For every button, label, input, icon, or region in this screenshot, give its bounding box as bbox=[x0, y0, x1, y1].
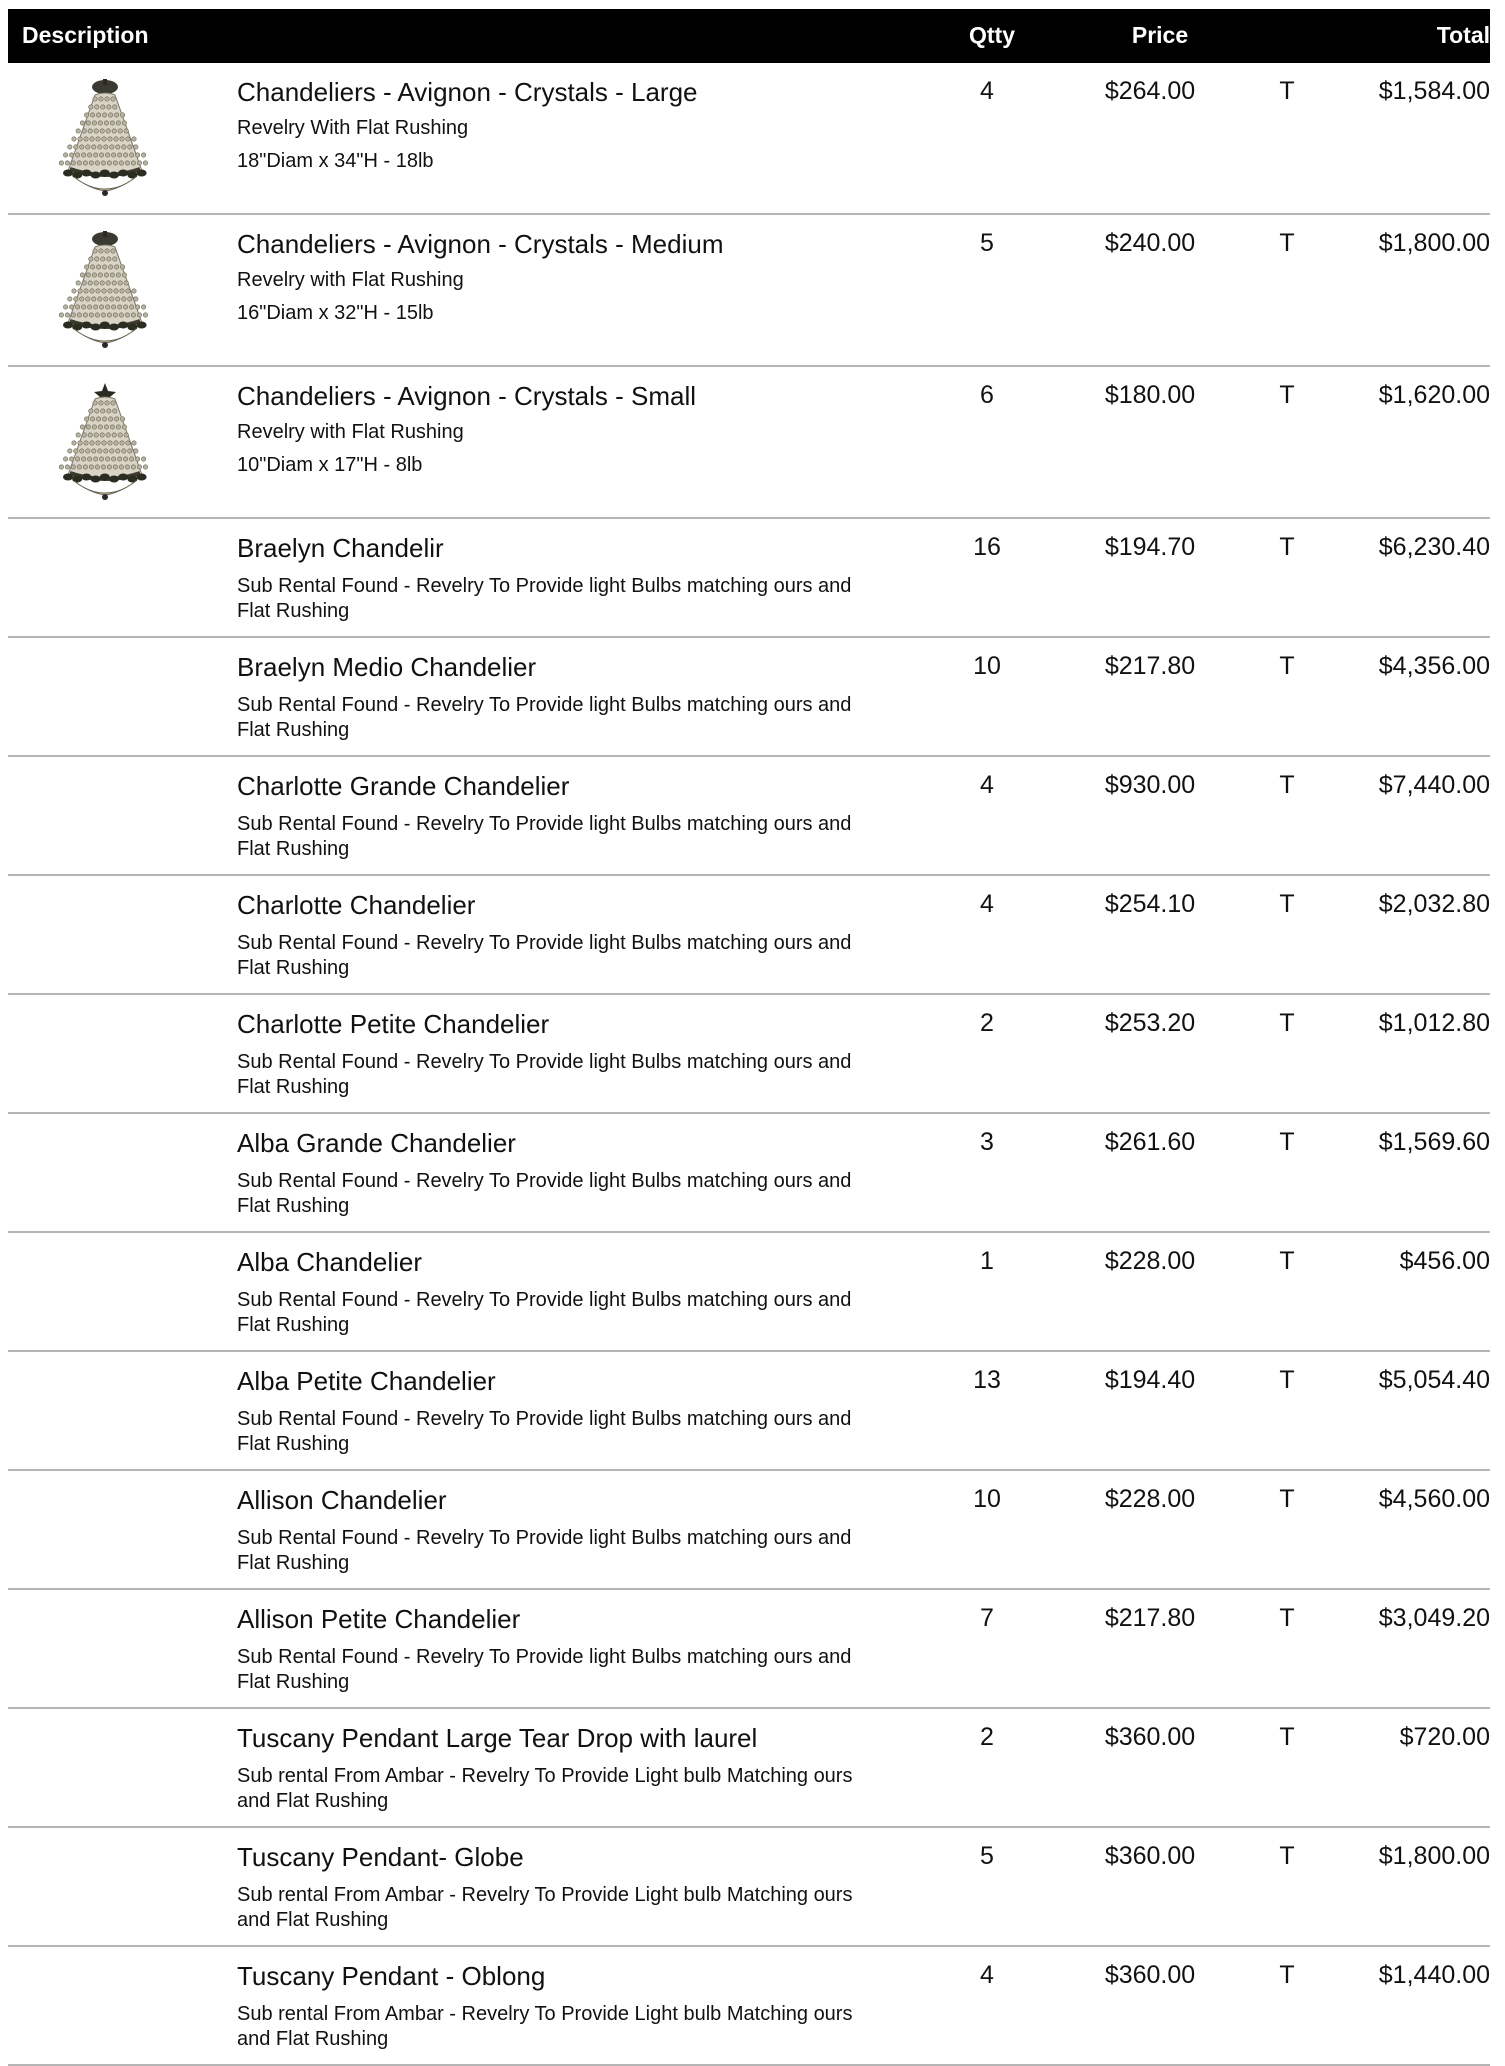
item-detail-line-2: and Flat Rushing bbox=[237, 2028, 389, 2050]
item-tax-flag: T bbox=[1279, 1009, 1295, 1037]
item-total: $6,230.40 bbox=[1378, 533, 1490, 561]
line-items-list bbox=[0, 63, 1505, 2066]
item-tax-flag: T bbox=[1279, 1604, 1295, 1632]
item-detail-line-2: Flat Rushing bbox=[237, 1433, 350, 1455]
item-name: Alba Chandelier bbox=[237, 1247, 423, 1277]
item-detail-line-1: Revelry with Flat Rushing bbox=[237, 421, 464, 443]
item-tax-flag: T bbox=[1279, 1128, 1295, 1156]
item-name: Allison Petite Chandelier bbox=[237, 1604, 521, 1634]
line-item-row bbox=[8, 1352, 1490, 1471]
item-tax-flag: T bbox=[1279, 1723, 1295, 1751]
item-total: $7,440.00 bbox=[1378, 771, 1490, 799]
line-item-row bbox=[8, 1471, 1490, 1590]
item-detail-line-1: Sub rental From Ambar - Revelry To Provide Light bulb Matching ours bbox=[237, 1884, 853, 1906]
item-detail-line-1: Sub Rental Found - Revelry To Provide light Bulbs matching ours and bbox=[237, 1408, 852, 1430]
item-qty: 10 bbox=[973, 1485, 1001, 1513]
chandelier-thumbnail bbox=[50, 229, 160, 351]
item-qty: 4 bbox=[980, 890, 994, 918]
header-price: Price bbox=[1131, 22, 1189, 48]
item-tax-flag: T bbox=[1279, 1485, 1295, 1513]
line-item-row bbox=[8, 1709, 1490, 1828]
item-name: Chandeliers - Avignon - Crystals - Small bbox=[237, 381, 697, 411]
item-tax-flag: T bbox=[1279, 229, 1295, 257]
item-total: $1,620.00 bbox=[1378, 381, 1490, 409]
item-name: Alba Petite Chandelier bbox=[237, 1366, 496, 1396]
line-item-row bbox=[8, 876, 1490, 995]
item-total: $456.00 bbox=[1399, 1247, 1490, 1275]
item-price: $360.00 bbox=[1104, 1961, 1196, 1989]
chandelier-thumbnail bbox=[50, 77, 160, 199]
item-price: $240.00 bbox=[1104, 229, 1196, 257]
item-total: $2,032.80 bbox=[1378, 890, 1490, 918]
header-description: Description bbox=[22, 22, 149, 48]
item-name: Charlotte Petite Chandelier bbox=[237, 1009, 550, 1039]
item-detail-line-1: Sub Rental Found - Revelry To Provide light Bulbs matching ours and bbox=[237, 1051, 852, 1073]
item-detail-line-2: 18"Diam x 34"H - 18lb bbox=[237, 150, 434, 172]
item-total: $1,800.00 bbox=[1378, 229, 1490, 257]
item-tax-flag: T bbox=[1279, 1842, 1295, 1870]
item-name: Braelyn Chandelir bbox=[237, 533, 444, 563]
item-detail-line-1: Sub Rental Found - Revelry To Provide light Bulbs matching ours and bbox=[237, 694, 852, 716]
item-name: Charlotte Grande Chandelier bbox=[237, 771, 570, 801]
item-qty: 5 bbox=[980, 229, 994, 257]
item-total: $4,356.00 bbox=[1378, 652, 1490, 680]
item-detail-line-2: Flat Rushing bbox=[237, 838, 350, 860]
item-detail-line-1: Sub Rental Found - Revelry To Provide light Bulbs matching ours and bbox=[237, 932, 852, 954]
item-detail-line-1: Revelry With Flat Rushing bbox=[237, 117, 469, 139]
item-tax-flag: T bbox=[1279, 533, 1295, 561]
item-price: $930.00 bbox=[1104, 771, 1196, 799]
item-detail-line-1: Sub rental From Ambar - Revelry To Provide Light bulb Matching ours bbox=[237, 1765, 853, 1787]
line-item-row bbox=[8, 757, 1490, 876]
item-detail-line-2: and Flat Rushing bbox=[237, 1790, 389, 1812]
item-price: $261.60 bbox=[1104, 1128, 1196, 1156]
item-tax-flag: T bbox=[1279, 1247, 1295, 1275]
line-item-row bbox=[8, 367, 1490, 519]
line-item-row bbox=[8, 1114, 1490, 1233]
item-total: $1,800.00 bbox=[1378, 1842, 1490, 1870]
item-qty: 2 bbox=[980, 1009, 994, 1037]
item-name: Allison Chandelier bbox=[237, 1485, 447, 1515]
item-qty: 7 bbox=[980, 1604, 994, 1632]
item-detail-line-2: 16"Diam x 32"H - 15lb bbox=[237, 302, 434, 324]
item-qty: 16 bbox=[973, 533, 1001, 561]
item-total: $1,440.00 bbox=[1378, 1961, 1490, 1989]
item-qty: 2 bbox=[980, 1723, 994, 1751]
item-price: $180.00 bbox=[1104, 381, 1196, 409]
item-total: $1,584.00 bbox=[1378, 77, 1490, 105]
item-price: $228.00 bbox=[1104, 1485, 1196, 1513]
item-detail-line-1: Revelry with Flat Rushing bbox=[237, 269, 464, 291]
chandelier-thumbnail bbox=[50, 381, 160, 503]
item-price: $194.40 bbox=[1104, 1366, 1196, 1394]
item-detail-line-1: Sub Rental Found - Revelry To Provide light Bulbs matching ours and bbox=[237, 575, 852, 597]
line-item-row bbox=[8, 1828, 1490, 1947]
item-detail-line-1: Sub Rental Found - Revelry To Provide light Bulbs matching ours and bbox=[237, 1289, 852, 1311]
item-total: $3,049.20 bbox=[1378, 1604, 1490, 1632]
item-tax-flag: T bbox=[1279, 652, 1295, 680]
item-detail-line-2: and Flat Rushing bbox=[237, 1909, 389, 1931]
header-qty: Qtty bbox=[969, 22, 1015, 48]
item-price: $253.20 bbox=[1104, 1009, 1196, 1037]
item-qty: 4 bbox=[980, 77, 994, 105]
item-detail-line-1: Sub Rental Found - Revelry To Provide light Bulbs matching ours and bbox=[237, 813, 852, 835]
line-item-row bbox=[8, 1590, 1490, 1709]
item-qty: 10 bbox=[973, 652, 1001, 680]
item-detail-line-1: Sub Rental Found - Revelry To Provide light Bulbs matching ours and bbox=[237, 1646, 852, 1668]
item-detail-line-1: Sub rental From Ambar - Revelry To Provide Light bulb Matching ours bbox=[237, 2003, 853, 2025]
item-detail-line-1: Sub Rental Found - Revelry To Provide light Bulbs matching ours and bbox=[237, 1170, 852, 1192]
item-price: $360.00 bbox=[1104, 1723, 1196, 1751]
item-name: Chandeliers - Avignon - Crystals - Large bbox=[237, 77, 698, 107]
item-name: Charlotte Chandelier bbox=[237, 890, 476, 920]
item-total: $5,054.40 bbox=[1378, 1366, 1490, 1394]
item-total: $1,569.60 bbox=[1378, 1128, 1490, 1156]
item-detail-line-2: Flat Rushing bbox=[237, 1314, 350, 1336]
item-detail-line-2: 10"Diam x 17"H - 8lb bbox=[237, 454, 423, 476]
item-detail-line-1: Sub Rental Found - Revelry To Provide light Bulbs matching ours and bbox=[237, 1527, 852, 1549]
item-name: Chandeliers - Avignon - Crystals - Medium bbox=[237, 229, 724, 259]
header-total: Total bbox=[1436, 22, 1490, 48]
item-tax-flag: T bbox=[1279, 381, 1295, 409]
item-qty: 3 bbox=[980, 1128, 994, 1156]
item-price: $264.00 bbox=[1104, 77, 1196, 105]
item-qty: 6 bbox=[980, 381, 994, 409]
item-name: Tuscany Pendant Large Tear Drop with laurel bbox=[237, 1723, 758, 1753]
line-item-row bbox=[8, 1233, 1490, 1352]
line-item-row bbox=[8, 638, 1490, 757]
line-item-row bbox=[8, 1947, 1490, 2066]
line-item-row bbox=[8, 63, 1490, 215]
item-tax-flag: T bbox=[1279, 77, 1295, 105]
item-tax-flag: T bbox=[1279, 1366, 1295, 1394]
item-total: $1,012.80 bbox=[1378, 1009, 1490, 1037]
item-detail-line-2: Flat Rushing bbox=[237, 719, 350, 741]
item-name: Tuscany Pendant- Globe bbox=[237, 1842, 524, 1872]
item-qty: 5 bbox=[980, 1842, 994, 1870]
item-name: Braelyn Medio Chandelier bbox=[237, 652, 537, 682]
item-detail-line-2: Flat Rushing bbox=[237, 1076, 350, 1098]
item-qty: 13 bbox=[973, 1366, 1001, 1394]
item-qty: 4 bbox=[980, 1961, 994, 1989]
line-item-row bbox=[8, 995, 1490, 1114]
item-tax-flag: T bbox=[1279, 1961, 1295, 1989]
item-price: $254.10 bbox=[1104, 890, 1196, 918]
item-detail-line-2: Flat Rushing bbox=[237, 1552, 350, 1574]
item-qty: 4 bbox=[980, 771, 994, 799]
item-total: $720.00 bbox=[1399, 1723, 1490, 1751]
item-name: Tuscany Pendant - Oblong bbox=[237, 1961, 546, 1991]
table-header bbox=[8, 9, 1490, 63]
item-tax-flag: T bbox=[1279, 890, 1295, 918]
item-detail-line-2: Flat Rushing bbox=[237, 1671, 350, 1693]
item-price: $194.70 bbox=[1104, 533, 1196, 561]
item-detail-line-2: Flat Rushing bbox=[237, 1195, 350, 1217]
item-detail-line-2: Flat Rushing bbox=[237, 957, 350, 979]
item-name: Alba Grande Chandelier bbox=[237, 1128, 516, 1158]
item-price: $360.00 bbox=[1104, 1842, 1196, 1870]
line-item-row bbox=[8, 519, 1490, 638]
item-total: $4,560.00 bbox=[1378, 1485, 1490, 1513]
item-price: $228.00 bbox=[1104, 1247, 1196, 1275]
item-detail-line-2: Flat Rushing bbox=[237, 600, 350, 622]
item-tax-flag: T bbox=[1279, 771, 1295, 799]
item-price: $217.80 bbox=[1104, 652, 1196, 680]
item-qty: 1 bbox=[980, 1247, 994, 1275]
line-item-row bbox=[8, 215, 1490, 367]
item-price: $217.80 bbox=[1104, 1604, 1196, 1632]
